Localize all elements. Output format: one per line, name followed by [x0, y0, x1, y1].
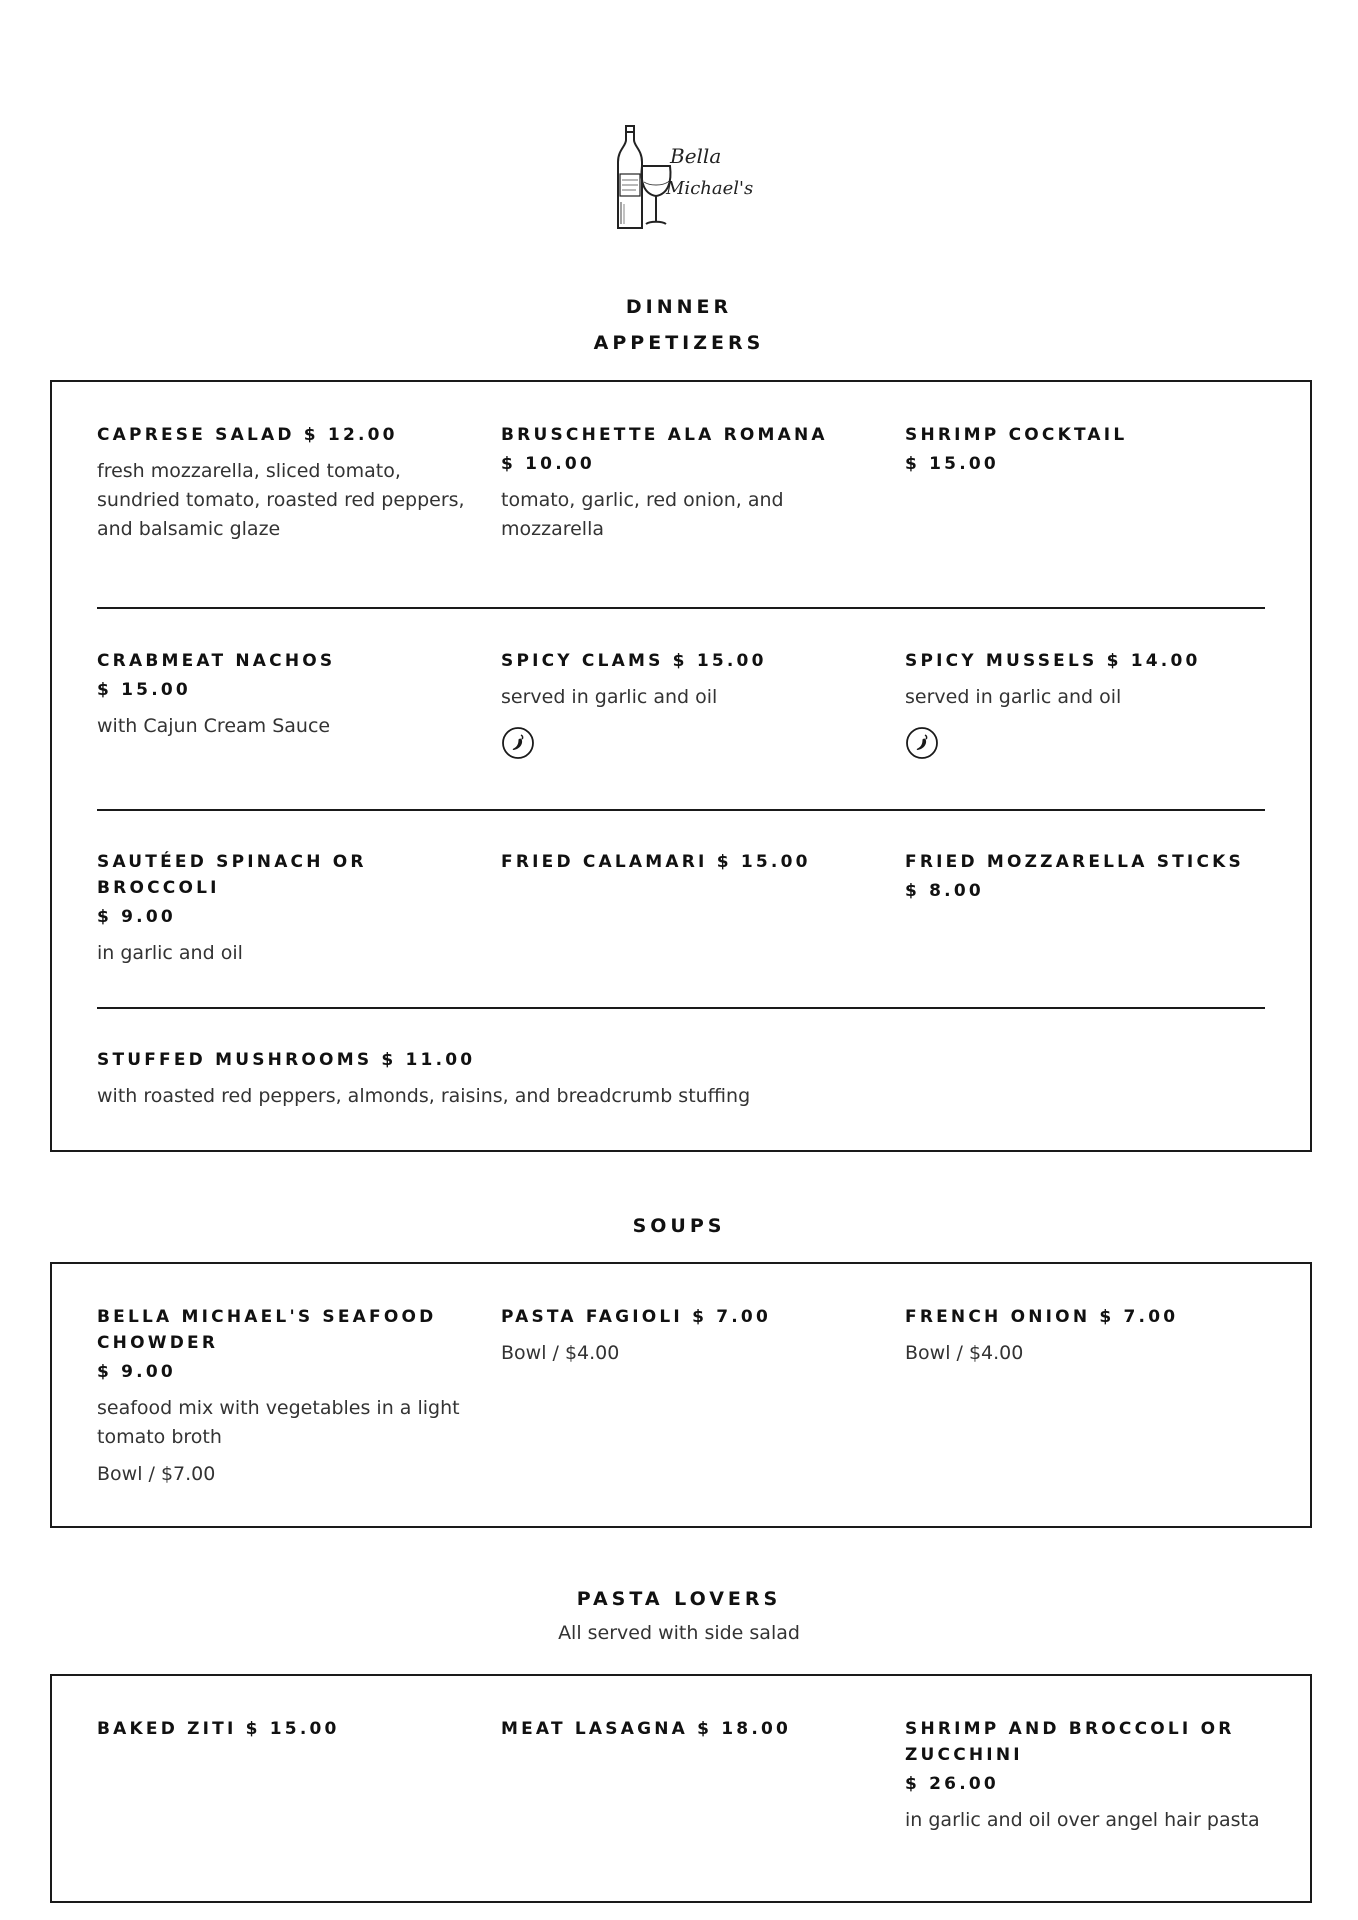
item-name: BAKED ZITI $ 15.00: [97, 1719, 340, 1739]
section-heading-appetizers: APPETIZERS: [593, 332, 765, 354]
item-name: BRUSCHETTE ALA ROMANA: [501, 425, 828, 445]
menu-item: [97, 1716, 477, 1742]
item-price: $ 15.00: [905, 454, 999, 474]
item-name: FRIED MOZZARELLA STICKS: [905, 852, 1244, 872]
item-name: SAUTÉED SPINACH OR BROCCOLI: [97, 852, 367, 898]
item-description: in garlic and oil over angel hair pasta: [905, 1809, 1260, 1831]
chili-pepper-icon: [905, 726, 939, 760]
menu-item: [905, 1716, 1285, 1835]
menu-item: [501, 1716, 881, 1742]
menu-item: [97, 422, 477, 544]
section-heading-soups: SOUPS: [632, 1215, 726, 1237]
chili-pepper-icon: [501, 726, 535, 760]
item-name: BELLA MICHAEL'S SEAFOOD CHOWDER: [97, 1307, 437, 1353]
item-description: in garlic and oil: [97, 942, 243, 964]
item-description: Bowl / $4.00: [501, 1342, 620, 1364]
divider: [97, 809, 1265, 811]
divider: [97, 607, 1265, 609]
menu-item: [501, 1304, 881, 1368]
item-price: $ 15.00: [97, 680, 191, 700]
item-price: $ 9.00: [97, 1362, 176, 1382]
menu-item: [501, 422, 881, 544]
menu-item: [97, 849, 477, 968]
item-name: FRIED CALAMARI $ 15.00: [501, 852, 811, 872]
appetizers-box: [50, 380, 1312, 1152]
pasta-box: [50, 1674, 1312, 1903]
item-price: $ 26.00: [905, 1774, 999, 1794]
item-name: PASTA FAGIOLI $ 7.00: [501, 1307, 771, 1327]
item-description: fresh mozzarella, sliced tomato, sundried tomato, roasted red peppers, and balsamic glaze: [97, 460, 465, 540]
item-description: with Cajun Cream Sauce: [97, 715, 331, 737]
item-name: STUFFED MUSHROOMS $ 11.00: [97, 1050, 476, 1070]
soups-box: [50, 1262, 1312, 1528]
menu-item: [905, 1304, 1285, 1368]
item-name: CRABMEAT NACHOS: [97, 651, 336, 671]
item-description: with roasted red peppers, almonds, raisins, and breadcrumb stuffing: [97, 1085, 751, 1107]
divider: [97, 1007, 1265, 1009]
item-name: FRENCH ONION $ 7.00: [905, 1307, 1179, 1327]
item-price: $ 8.00: [905, 881, 984, 901]
item-name: SPICY CLAMS $ 15.00: [501, 651, 767, 671]
item-name: CAPRESE SALAD $ 12.00: [97, 425, 398, 445]
item-description: served in garlic and oil: [501, 686, 718, 708]
menu-item: [97, 648, 477, 741]
bella-michaels-logo: [612, 122, 756, 234]
logo-text-line2: Michael's: [666, 178, 754, 199]
item-name: SHRIMP COCKTAIL: [905, 425, 1128, 445]
logo-text-line1: Bella: [670, 144, 722, 168]
menu-item: [905, 422, 1285, 477]
item-description: seafood mix with vegetables in a light tomato broth: [97, 1397, 460, 1448]
menu-item: [905, 849, 1285, 904]
menu-item: [501, 849, 881, 875]
item-price: $ 10.00: [501, 454, 595, 474]
item-description: served in garlic and oil: [905, 686, 1122, 708]
item-note: Bowl / $7.00: [97, 1463, 216, 1485]
section-heading-pasta: PASTA LOVERS: [576, 1588, 782, 1610]
item-name: SPICY MUSSELS $ 14.00: [905, 651, 1201, 671]
item-description: Bowl / $4.00: [905, 1342, 1024, 1364]
menu-item: [905, 648, 1285, 760]
item-price: $ 9.00: [97, 907, 176, 927]
menu-item: [97, 1304, 477, 1489]
menu-item: [501, 648, 881, 760]
section-subheading-pasta: All served with side salad: [558, 1622, 800, 1644]
item-name: MEAT LASAGNA $ 18.00: [501, 1719, 792, 1739]
item-description: tomato, garlic, red onion, and mozzarella: [501, 489, 784, 540]
menu-title: DINNER: [625, 296, 733, 318]
item-name: SHRIMP AND BROCCOLI OR ZUCCHINI: [905, 1719, 1235, 1765]
menu-item: [97, 1047, 1097, 1111]
